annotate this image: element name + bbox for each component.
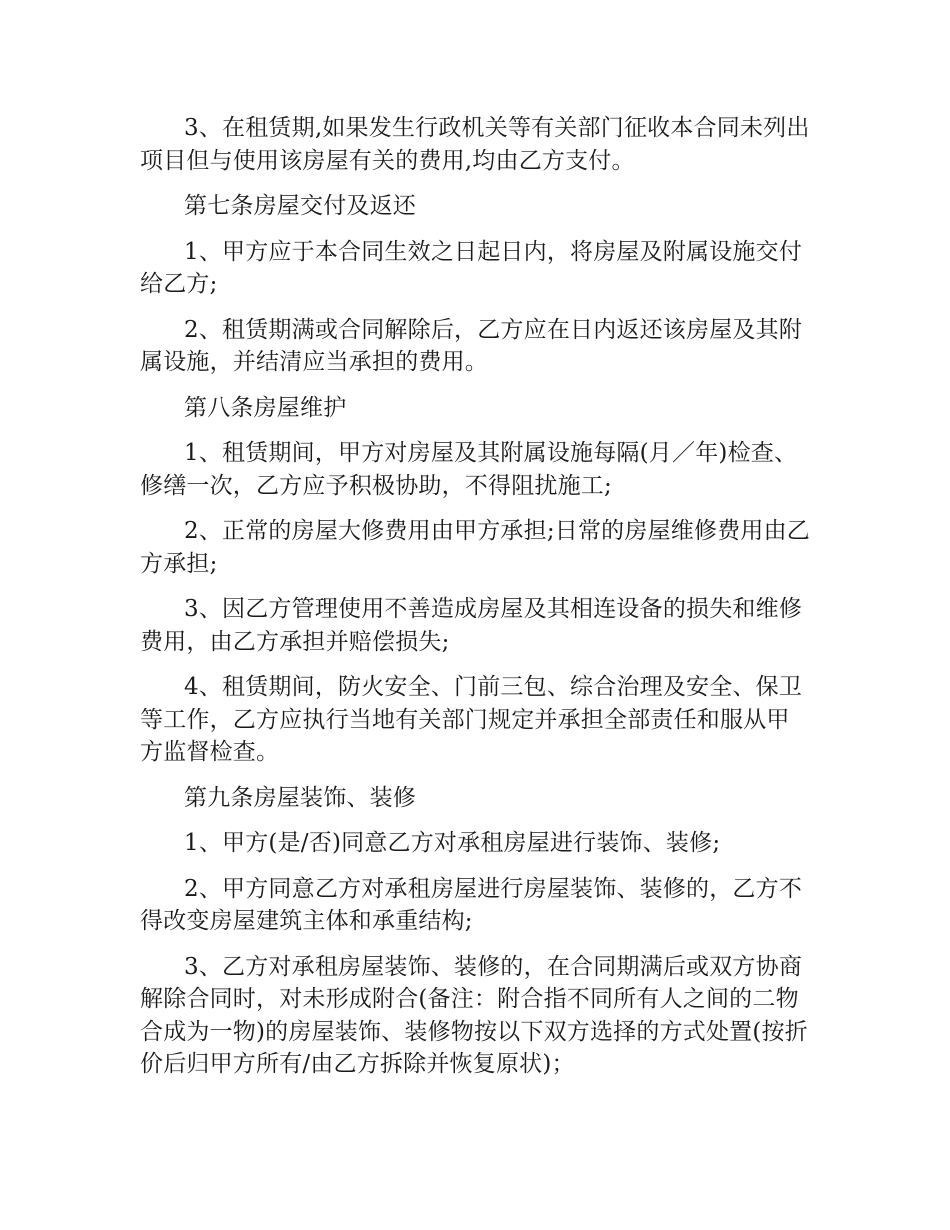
clause-paragraph: 4、租赁期间，防火安全、门前三包、综合治理及安全、保卫等工作，乙方应执行当地有关部门规定并承担全部责任和服从甲方监督检查。 [140, 674, 803, 765]
clause-paragraph: 3、在租赁期,如果发生行政机关等有关部门征收本合同未列出项目但与使用该房屋有关的费用,均由乙方支付。 [140, 115, 810, 174]
section-heading: 第九条房屋装饰、装修 [184, 784, 416, 811]
section-heading: 第七条房屋交付及返还 [184, 193, 416, 219]
clause-paragraph: 1、租赁期间，甲方对房屋及其附属设施每隔(月／年)检查、修缮一次，乙方应予积极协助，不得阻扰施工; [140, 440, 798, 499]
section-heading: 第八条房屋维护 [184, 394, 347, 421]
clause-paragraph: 1、甲方应于本合同生效之日起日内，将房屋及附属设施交付给乙方; [140, 238, 803, 297]
clause-paragraph: 2、租赁期满或合同解除后，乙方应在日内返还该房屋及其附属设施，并结清应当承担的费用。 [140, 316, 803, 375]
clause-paragraph: 1、甲方(是/否)同意乙方对承租房屋进行装饰、装修; [184, 830, 721, 856]
clause-paragraph: 2、甲方同意乙方对承租房屋进行房屋装饰、装修的，乙方不得改变房屋建筑主体和承重结构; [140, 875, 803, 934]
clause-paragraph: 3、乙方对承租房屋装饰、装修的，在合同期满后或双方协商解除合同时，对未形成附合(备注：附合指不同所有人之间的二物合成为一物)的房屋装饰、装修物按以下双方选择的方式处置(按折价后归甲方所有/由乙方拆除并恢复原状)； [140, 953, 808, 1077]
clause-paragraph: 2、正常的房屋大修费用由甲方承担;日常的房屋维修费用由乙方承担; [140, 518, 810, 577]
clause-paragraph: 3、因乙方管理使用不善造成房屋及其相连设备的损失和维修费用，由乙方承担并赔偿损失; [140, 596, 803, 655]
document-page [140, 112, 812, 1094]
